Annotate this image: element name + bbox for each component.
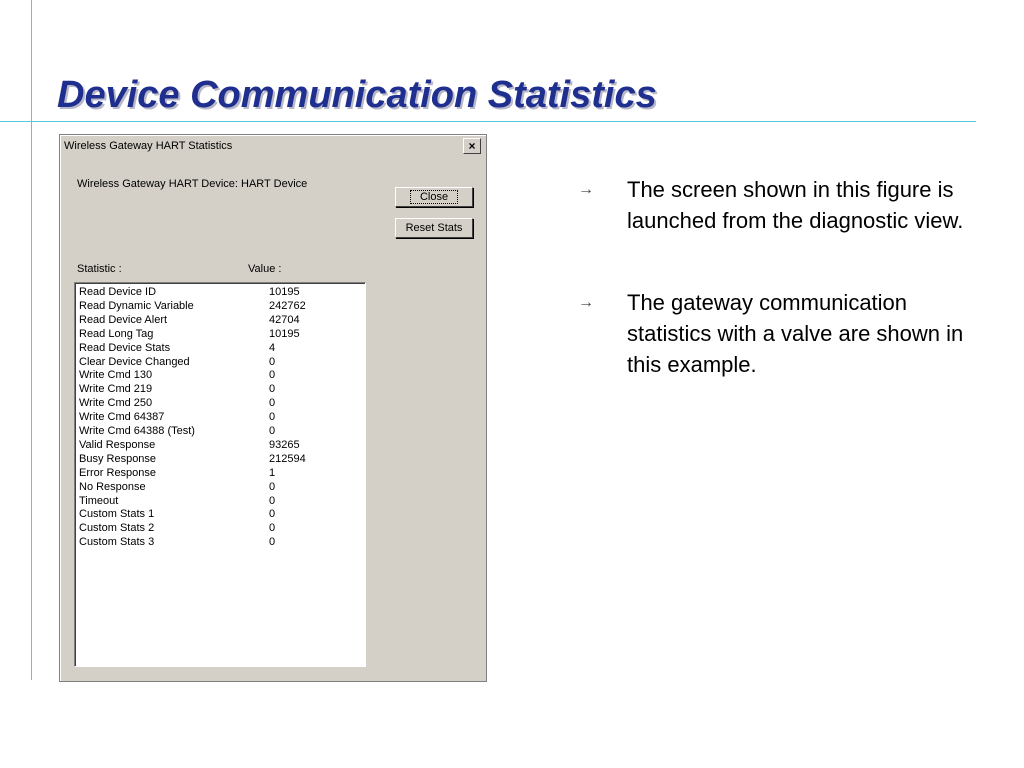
arrow-icon: → <box>578 294 594 311</box>
statistic-name: Error Response <box>79 466 157 479</box>
bullet-text: The screen shown in this figure is launched from the diagnostic view. <box>627 177 964 233</box>
statistic-name: Timeout <box>79 494 119 507</box>
statistic-name: Read Dynamic Variable <box>79 299 194 312</box>
statistic-name: Busy Response <box>79 452 157 465</box>
statistic-value: 10195 <box>269 286 300 298</box>
statistic-value: 0 <box>269 480 276 493</box>
statistic-value: 1 <box>269 466 276 479</box>
statistic-name: Write Cmd 250 <box>79 397 153 410</box>
dialog-title: Wireless Gateway HART Statistics <box>64 140 233 152</box>
statistic-name: Write Cmd 130 <box>79 369 153 382</box>
statistic-value: 42704 <box>269 313 300 326</box>
statistic-value: 10195 <box>269 327 300 340</box>
statistic-name: Write Cmd 219 <box>79 383 153 396</box>
arrow-icon: → <box>578 181 594 198</box>
bullet-text: The gateway communication statistics with a valve are shown in this example. <box>627 290 964 377</box>
statistic-value: 0 <box>269 411 276 424</box>
statistic-value: 0 <box>269 494 276 507</box>
device-label: Wireless Gateway HART Device: HART Device <box>77 178 308 190</box>
statistic-name: Read Device Stats <box>79 341 171 354</box>
statistic-name: Clear Device Changed <box>79 355 190 368</box>
reset-stats-button[interactable]: Reset Stats <box>395 218 473 238</box>
statistic-value: 0 <box>269 522 276 535</box>
statistic-value: 242762 <box>269 299 306 312</box>
column-header-value: Value : <box>248 263 282 275</box>
slide-horizontal-rule <box>0 121 976 122</box>
statistic-name: Read Long Tag <box>79 327 154 340</box>
statistic-value: 0 <box>269 425 276 437</box>
statistic-value: 0 <box>269 397 276 410</box>
statistic-name: Custom Stats 2 <box>79 522 155 535</box>
close-button-label: Close <box>410 190 458 204</box>
statistic-value: 4 <box>269 341 276 354</box>
statistic-value: 212594 <box>269 452 306 465</box>
statistic-name: Valid Response <box>79 438 156 451</box>
statistic-value: 93265 <box>269 438 300 451</box>
statistic-value: 0 <box>269 536 276 549</box>
slide-vertical-rule <box>31 0 32 680</box>
statistic-name: Write Cmd 64387 <box>79 411 165 424</box>
statistic-value: 0 <box>269 355 276 368</box>
statistic-value: 0 <box>269 383 276 396</box>
slide-title: Device Communication Statistics <box>57 74 657 116</box>
dialog-titlebar[interactable] <box>61 136 485 156</box>
statistics-listbox[interactable] <box>74 282 366 667</box>
statistic-value: 0 <box>269 369 276 382</box>
close-icon[interactable]: × <box>463 138 481 154</box>
statistic-name: Read Device ID <box>79 286 157 298</box>
statistic-value: 0 <box>269 508 276 521</box>
statistic-name: Custom Stats 3 <box>79 536 155 549</box>
statistic-name: Write Cmd 64388 (Test) <box>79 425 195 437</box>
statistic-name: Read Device Alert <box>79 313 168 326</box>
statistic-name: Custom Stats 1 <box>79 508 155 521</box>
close-button[interactable] <box>395 187 473 207</box>
statistic-name: No Response <box>79 480 146 493</box>
statistics-dialog <box>59 134 487 682</box>
column-header-statistic: Statistic : <box>77 263 122 275</box>
